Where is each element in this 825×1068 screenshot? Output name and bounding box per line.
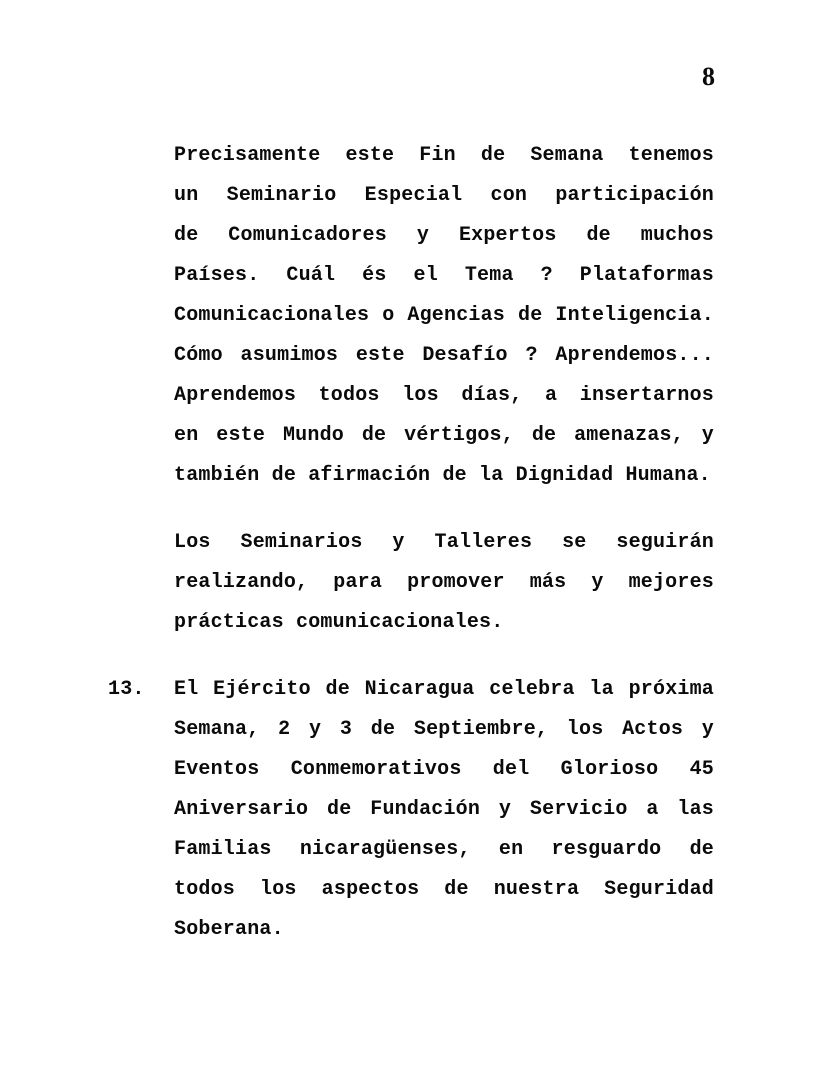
paragraph-lines (174, 670, 714, 950)
text-line: Aprendemos todos los días, a insertarnos (174, 384, 714, 407)
text-line: Eventos Conmemorativos del Glorioso 45 (174, 758, 714, 781)
text-line: Comunicacionales o Agencias de Inteligencia. (174, 304, 714, 327)
text-line: Semana, 2 y 3 de Septiembre, los Actos y (174, 718, 714, 741)
text-line: Países. Cuál és el Tema ? Plataformas (174, 264, 714, 287)
text-line: prácticas comunicacionales. (174, 611, 504, 634)
text-line: realizando, para promover más y mejores (174, 571, 714, 594)
text-line: Familias nicaragüenses, en resguardo de (174, 838, 714, 861)
paragraph (108, 523, 714, 643)
text-line: Cómo asumimos este Desafío ? Aprendemos... (174, 344, 714, 367)
text-line: de Comunicadores y Expertos de muchos (174, 224, 714, 247)
paragraph-lines (174, 523, 714, 643)
paragraph (108, 136, 714, 496)
text-line: Aniversario de Fundación y Servicio a las (174, 798, 714, 821)
document-body (108, 136, 714, 977)
text-line: en este Mundo de vértigos, de amenazas, y (174, 424, 714, 447)
paragraph-lines (174, 136, 714, 496)
text-line: Soberana. (174, 918, 284, 941)
paragraph-marker: 13. (108, 678, 145, 701)
text-line: también de afirmación de la Dignidad Humana. (174, 464, 711, 487)
text-line: todos los aspectos de nuestra Seguridad (174, 878, 714, 901)
page-number: 8 (702, 62, 715, 91)
paragraph (108, 670, 714, 950)
text-line: Precisamente este Fin de Semana tenemos (174, 144, 714, 167)
text-line: El Ejército de Nicaragua celebra la próxima (174, 678, 714, 701)
text-line: un Seminario Especial con participación (174, 184, 714, 207)
text-line: Los Seminarios y Talleres se seguirán (174, 531, 714, 554)
